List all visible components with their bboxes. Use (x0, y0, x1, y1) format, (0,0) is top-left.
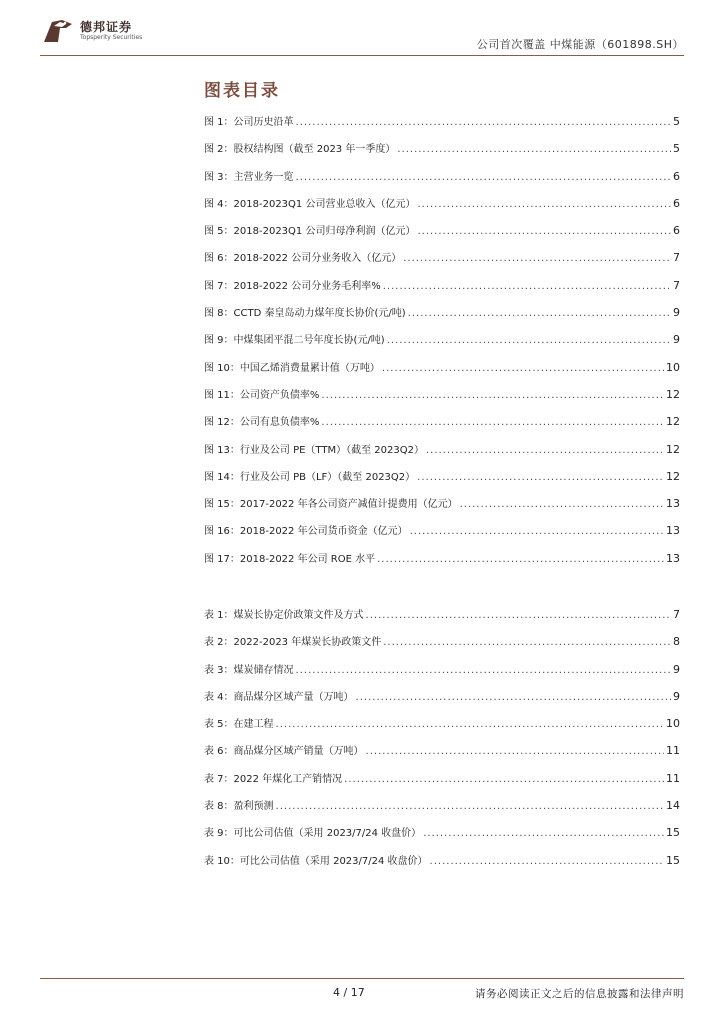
leader-dots (383, 281, 671, 292)
entry-page: 7 (673, 251, 680, 265)
leader-dots (321, 390, 664, 401)
table-entry[interactable] (204, 661, 680, 688)
figure-entry[interactable] (204, 140, 680, 167)
figure-entry[interactable] (204, 413, 680, 440)
entry-label: 图 12：公司有息负债率% (204, 417, 320, 429)
entry-page: 13 (666, 524, 680, 538)
entry-page: 9 (673, 306, 680, 320)
table-entry[interactable] (204, 715, 680, 742)
entry-label: 表 3：煤炭储存情况 (204, 664, 294, 676)
entry-page: 6 (673, 169, 680, 183)
entry-page: 13 (666, 551, 680, 565)
company-logo (40, 14, 150, 46)
figure-list (204, 113, 680, 577)
leader-dots (403, 253, 671, 264)
entry-label: 图 3：主营业务一览 (204, 171, 294, 183)
entry-label: 表 2：2022-2023 年煤炭长协政策文件 (204, 637, 382, 649)
leader-dots (417, 199, 671, 210)
leader-dots (296, 117, 671, 128)
entry-page: 12 (666, 469, 680, 483)
entry-label: 图 2：股权结构图（截至 2023 年一季度） (204, 144, 396, 156)
table-entry[interactable] (204, 606, 680, 633)
entry-page: 8 (673, 635, 680, 649)
entry-page: 9 (673, 662, 680, 676)
figure-entry[interactable] (204, 222, 680, 249)
leader-dots (430, 856, 664, 867)
entry-label: 图 15：2017-2022 年各公司资产减值计提费用（亿元） (204, 499, 458, 511)
figure-entry[interactable] (204, 359, 680, 386)
entry-label: 表 6：商品煤分区域产销量（万吨） (204, 746, 364, 758)
figure-entry[interactable] (204, 113, 680, 140)
figure-entry[interactable] (204, 386, 680, 413)
figure-entry[interactable] (204, 277, 680, 304)
figure-entry[interactable] (204, 304, 680, 331)
entry-page: 13 (666, 497, 680, 511)
entry-page: 12 (666, 387, 680, 401)
report-title: 公司首次覆盖 中煤能源（601898.SH） (476, 38, 684, 51)
entry-label: 图 17：2018-2022 年公司 ROE 水平 (204, 553, 376, 565)
entry-page: 9 (673, 333, 680, 347)
entry-label: 图 14：行业及公司 PB（LF）（截至 2023Q2） (204, 471, 416, 483)
table-entry[interactable] (204, 770, 680, 797)
leader-dots (366, 746, 664, 757)
header-divider (40, 55, 684, 56)
entry-label: 图 16：2018-2022 年公司货币资金（亿元） (204, 526, 408, 538)
entry-page: 12 (666, 442, 680, 456)
leader-dots (460, 499, 664, 510)
page-header (40, 14, 684, 56)
table-entry[interactable] (204, 824, 680, 851)
table-list (204, 606, 680, 879)
leader-dots (417, 226, 671, 237)
leader-dots (387, 335, 671, 346)
table-entry[interactable] (204, 742, 680, 769)
entry-label: 表 7：2022 年煤化工产销情况 (204, 773, 343, 785)
table-entry[interactable] (204, 633, 680, 660)
entry-page: 5 (673, 115, 680, 128)
leader-dots (296, 172, 671, 183)
entry-page: 11 (666, 771, 680, 785)
entry-label: 图 1：公司历史沿革 (204, 117, 294, 128)
leader-dots (321, 417, 664, 428)
figure-entry[interactable] (204, 168, 680, 195)
leader-dots (296, 665, 671, 676)
entry-label: 图 13：行业及公司 PE（TTM）（截至 2023Q2） (204, 444, 424, 456)
entry-label: 图 5：2018-2023Q1 公司归母净利润（亿元） (204, 226, 416, 238)
leader-dots (356, 692, 671, 703)
entry-label: 表 10：可比公司估值（采用 2023/7/24 收盘价） (204, 855, 428, 867)
leader-dots (382, 363, 664, 374)
leader-dots (410, 526, 664, 537)
entry-label: 表 5：在建工程 (204, 719, 274, 731)
leader-dots (377, 554, 664, 565)
figure-entry[interactable] (204, 195, 680, 222)
leader-dots (344, 774, 664, 785)
entry-label: 图 7：2018-2022 公司分业务毛利率% (204, 280, 381, 292)
entry-label: 表 4：商品煤分区域产量（万吨） (204, 691, 354, 703)
entry-page: 9 (673, 689, 680, 703)
entry-page: 10 (666, 717, 680, 731)
table-entry[interactable] (204, 688, 680, 715)
leader-dots (276, 719, 664, 730)
legal-disclaimer: 请务必阅读正文之后的信息披露和法律声明 (475, 988, 684, 1000)
entry-page: 7 (673, 608, 680, 621)
entry-label: 图 11：公司资产负债率% (204, 389, 320, 401)
figure-entry[interactable] (204, 495, 680, 522)
figure-entry[interactable] (204, 468, 680, 495)
leader-dots (397, 144, 671, 155)
leader-dots (408, 308, 671, 319)
entry-label: 表 1：煤炭长协定价政策文件及方式 (204, 610, 364, 621)
figure-entry[interactable] (204, 331, 680, 358)
entry-label: 图 4：2018-2023Q1 公司营业总收入（亿元） (204, 198, 416, 210)
entry-label: 图 6：2018-2022 公司分业务收入（亿元） (204, 253, 402, 265)
entry-page: 12 (666, 415, 680, 429)
page-number: 4 / 17 (333, 986, 365, 999)
toc-title: 图表目录 (204, 81, 280, 101)
entry-page: 5 (673, 142, 680, 156)
entry-page: 14 (666, 799, 680, 813)
figure-entry[interactable] (204, 522, 680, 549)
figure-entry[interactable] (204, 550, 680, 577)
entry-page: 6 (673, 196, 680, 210)
leader-dots (423, 828, 664, 839)
entry-page: 10 (666, 360, 680, 374)
entry-page: 15 (666, 826, 680, 840)
logo-text: 德邦证券 (80, 20, 133, 34)
table-entry[interactable] (204, 852, 680, 879)
entry-page: 7 (673, 278, 680, 292)
entry-page: 6 (673, 224, 680, 238)
leader-dots (366, 610, 671, 621)
leader-dots (417, 472, 664, 483)
table-entry[interactable] (204, 797, 680, 824)
entry-label: 表 9：可比公司估值（采用 2023/7/24 收盘价） (204, 828, 422, 840)
footer-divider (40, 978, 684, 979)
figure-entry[interactable] (204, 441, 680, 468)
leader-dots (426, 445, 664, 456)
entry-page: 11 (666, 744, 680, 758)
entry-label: 图 8：CCTD 秦皇岛动力煤年度长协价(元/吨) (204, 308, 406, 320)
entry-page: 15 (666, 853, 680, 867)
entry-label: 图 9：中煤集团平混二号年度长协(元/吨) (204, 335, 385, 347)
figure-entry[interactable] (204, 249, 680, 276)
entry-label: 表 8：盈利预测 (204, 801, 274, 813)
leader-dots (383, 637, 671, 648)
leader-dots (276, 801, 664, 812)
logo-mark-icon (40, 16, 76, 46)
entry-label: 图 10：中国乙烯消费量累计值（万吨） (204, 362, 380, 374)
logo-subtext: Topsperity Securities (80, 34, 143, 41)
